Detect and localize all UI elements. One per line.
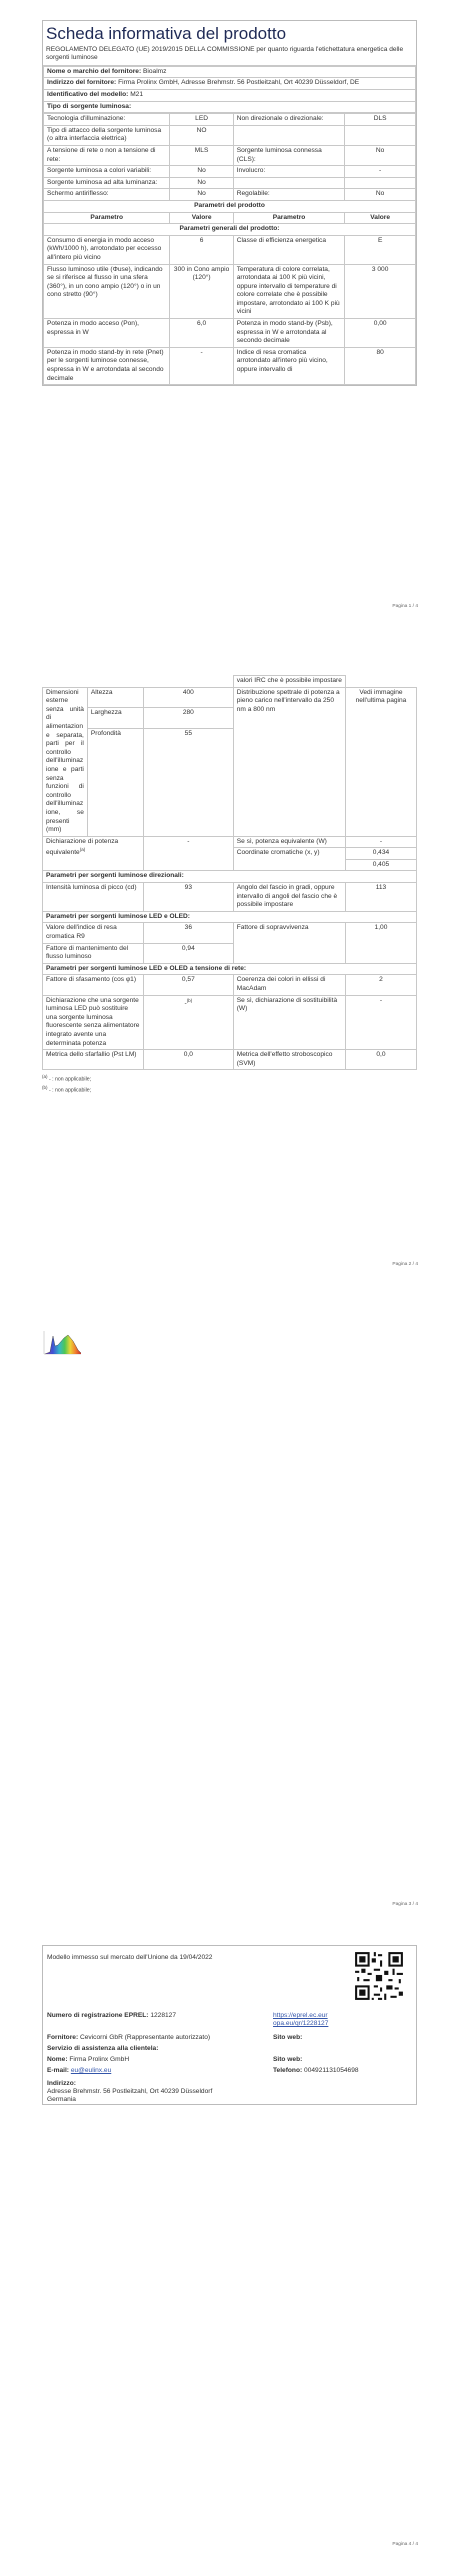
page-2 — [0, 640, 452, 1280]
trademark-label: Nome o marchio del fornitore: — [47, 67, 142, 75]
row-label: Coerenza dei colori in ellissi di MacAdam — [233, 975, 345, 995]
row-label: Non direzionale o direzionale: — [233, 114, 345, 126]
website-label: Sito web: — [273, 2034, 303, 2041]
dim-name: Altezza — [87, 687, 143, 708]
row-label — [233, 177, 345, 189]
row-value — [345, 125, 416, 145]
row-value: No — [170, 166, 233, 178]
eprel-value: 1228127 — [150, 2012, 177, 2019]
name-label: Nome: — [47, 2056, 68, 2063]
row-label: Schermo antiriflesso: — [44, 189, 170, 201]
row-value: 0,0 — [345, 1050, 416, 1070]
row-value: 1,00 — [345, 923, 416, 963]
regulation-subtitle: REGOLAMENTO DELEGATO (UE) 2019/2015 DELLA COMMISSIONE per quanto riguarda l'etichettatura energetica delle sorgenti luminose — [43, 44, 416, 66]
row-value: - — [184, 999, 187, 1007]
table-row — [44, 177, 416, 189]
row-label: Temperatura di colore correlata, arrotondata ai 100 K più vicini, oppure intervallo di temperature di colore correlate che è possibile impostare, arrotondato ai 100 K più vicini — [233, 264, 345, 319]
page-4-frame — [42, 1945, 417, 2105]
continued-cell: valori IRC che è possibile impostare — [233, 676, 345, 688]
dim-value: 280 — [143, 708, 233, 729]
website-label: Sito web: — [273, 2056, 303, 2063]
row-value: - — [345, 166, 416, 178]
dimensions-table — [42, 675, 417, 1070]
table-header-row — [44, 212, 416, 224]
row-label: Tecnologia d'illuminazione: — [44, 114, 170, 126]
table-row — [44, 125, 416, 145]
dim-name: Larghezza — [87, 708, 143, 729]
chroma-x: 0,434 — [345, 848, 416, 860]
table-row — [43, 995, 417, 1050]
row-label: Potenza in modo stand-by in rete (Pnet) per le sorgenti luminose connesse, espressa in W e arrotondata al secondo decimale — [44, 347, 170, 384]
row-label: Potenza in modo stand-by (Psb), espressa in W e arrotondata al secondo decimale — [233, 319, 345, 348]
chroma-label: Coordinate cromatiche (x, y) — [233, 848, 345, 871]
dim-name: Profondità — [87, 728, 143, 836]
row-label: Se sì, dichiarazione di sostituibilità (W) — [233, 995, 345, 1050]
row-value: 0,57 — [143, 975, 233, 995]
equiv-label: Dichiarazione di potenza equivalente — [46, 837, 119, 857]
page-number: Pagina 1 / 4 — [392, 604, 418, 609]
row-label: Sorgente luminosa ad alta luminanza: — [44, 177, 170, 189]
footnote-marker: (a) — [42, 1074, 48, 1080]
trademark-value: Bioalmz — [143, 67, 167, 75]
footnotes — [42, 1073, 417, 1094]
page-1-frame — [42, 20, 417, 386]
row-value: 80 — [345, 347, 416, 384]
row-value: DLS — [345, 114, 416, 126]
supplier-label: Fornitore: — [47, 2034, 79, 2041]
light-source-table — [43, 113, 416, 385]
row-label: Flusso luminoso utile (Φuse), indicando se si riferisce al flusso in una sfera (360°), in un cono ampio (120°) o in un cono stretto (90°) — [44, 264, 170, 319]
dim-value: 55 — [143, 728, 233, 836]
table-row — [44, 319, 416, 348]
page-2-frame — [42, 675, 417, 1095]
row-label: Angolo del fascio in gradi, oppure intervallo di angoli del fascio che è possibile impostare — [233, 883, 345, 912]
table-row — [43, 975, 417, 995]
supplier-address-value: Firma Prolinx GmbH, Adresse Brehmstr. 56 Postleitzahl, Ort 40239 Düsseldorf, DE — [118, 79, 360, 87]
row-label: Regolabile: — [233, 189, 345, 201]
page-number: Pagina 4 / 4 — [392, 2542, 418, 2547]
row-value: - — [345, 995, 416, 1050]
page-4 — [0, 1920, 452, 2560]
table-row — [44, 114, 416, 126]
row-label: Sorgente luminosa connessa (CLS): — [233, 145, 345, 165]
row-value: 6 — [170, 235, 233, 264]
table-row — [44, 145, 416, 165]
row-label: Involucro: — [233, 166, 345, 178]
equiv-value: - — [143, 836, 233, 871]
page-title: Scheda informativa del prodotto — [46, 24, 287, 43]
email-label: E-mail: — [47, 2067, 69, 2074]
equiv-w-value: - — [345, 836, 416, 848]
row-value: 113 — [345, 883, 416, 912]
row-value: No — [345, 145, 416, 165]
spectral-label: Distribuzione spettrale di potenza a pieno carico nell'intervallo da 250 nm a 800 nm — [233, 687, 345, 836]
row-value: LED — [170, 114, 233, 126]
name-value: Firma Prolinx GmbH — [69, 2056, 130, 2063]
phone-value: 004921131054698 — [304, 2067, 359, 2074]
email-link[interactable]: eu@eulinx.eu — [70, 2067, 112, 2074]
footnote-marker: (b) — [42, 1085, 48, 1091]
row-label: Classe di efficienza energetica — [233, 235, 345, 264]
table-row — [44, 347, 416, 384]
row-value: No — [170, 177, 233, 189]
row-label: Intensità luminosa di picco (cd) — [43, 883, 144, 912]
address-label: Indirizzo: — [47, 2080, 76, 2087]
row-value: 3 000 — [345, 264, 416, 319]
page-1 — [0, 0, 452, 640]
table-row — [43, 923, 417, 943]
page-3 — [0, 1280, 452, 1920]
row-value: 2 — [345, 975, 416, 995]
row-value: 0,0 — [143, 1050, 233, 1070]
table-row — [44, 264, 416, 319]
column-header: Valore — [345, 212, 416, 224]
row-label: Potenza in modo acceso (Pon), espressa in W — [44, 319, 170, 348]
light-source-type-label: Tipo di sorgente luminosa: — [44, 101, 416, 113]
row-label: Dichiarazione che una sorgente luminosa LED può sostituire una sorgente luminosa fluorescente senza alimentatore integrato avente una determinata potenza — [43, 995, 144, 1050]
row-value: NO — [170, 125, 233, 145]
dimensions-label: Dimensioni esterne senza unità di alimentazione separata, parti per il controllo dell'illuminazione e parti senza funzioni di controllo dell'illuminazione, se presenti (mm) — [43, 687, 88, 836]
phone-label: Telefono: — [273, 2067, 303, 2074]
column-header: Parametro — [233, 212, 345, 224]
row-label: Sorgente luminosa a colori variabili: — [44, 166, 170, 178]
eprel-label: Numero di registrazione EPREL: — [47, 2012, 149, 2019]
eprel-link[interactable]: https://eprel.ec.europa.eu/qr/1228127 — [273, 2012, 329, 2028]
row-value: E — [345, 235, 416, 264]
model-value: M21 — [130, 91, 144, 98]
page-number: Pagina 2 / 4 — [392, 1262, 418, 1267]
supplier-table — [43, 66, 416, 113]
market-date: Modello immesso sul mercato dell'Unione da 19/04/2022 — [47, 1954, 213, 1961]
customer-service-label: Servizio di assistenza alla clientela: — [47, 2045, 159, 2052]
page-number: Pagina 3 / 4 — [392, 1902, 418, 1907]
table-row — [43, 1050, 417, 1070]
row-label: Tipo di attacco della sorgente luminosa (o altra interfaccia elettrica) — [44, 125, 170, 145]
section-title-led: Parametri per sorgenti luminose LED e OLED: — [43, 911, 417, 923]
supplier-value: Cevicorni GbR (Rappresentante autorizzato) — [79, 2034, 211, 2041]
table-row — [44, 235, 416, 264]
row-value: No — [345, 189, 416, 201]
row-value: No — [170, 189, 233, 201]
section-title-product-params: Parametri del prodotto — [44, 200, 416, 212]
table-row — [44, 166, 416, 178]
row-label — [233, 125, 345, 145]
row-label: Indice di resa cromatica arrotondato all'intero più vicino, oppure intervallo di — [233, 347, 345, 384]
row-value: 93 — [143, 883, 233, 912]
row-value — [345, 177, 416, 189]
row-label: A tensione di rete o non a tensione di rete: — [44, 145, 170, 165]
row-label: Fattore di sfasamento (cos φ1) — [43, 975, 144, 995]
section-title-directional: Parametri per sorgenti luminose direzionali: — [43, 871, 417, 883]
model-label: Identificativo del modello: — [47, 91, 129, 98]
row-label: Metrica dello sfarfallio (Pst LM) — [43, 1050, 144, 1070]
footnote-a: - : non applicabile; — [48, 1077, 92, 1084]
row-value: 0,94 — [143, 943, 233, 963]
table-row — [44, 189, 416, 201]
row-value: 300 in Cono ampio (120°) — [170, 264, 233, 319]
address-value: Adresse Brehmstr. 56 Postleitzahl, Ort 40239 Düsseldorf Germania — [47, 2088, 213, 2104]
row-value: 0,00 — [345, 319, 416, 348]
section-title-general: Parametri generali del prodotto: — [44, 224, 416, 236]
spectral-value: Vedi immagine nell'ultima pagina — [345, 687, 416, 836]
qr-code — [353, 1950, 405, 2002]
row-value: MLS — [170, 145, 233, 165]
table-row — [43, 883, 417, 912]
dim-value: 400 — [143, 687, 233, 708]
row-label: Valore dell'indice di resa cromatica R9 — [43, 923, 144, 943]
row-label: Fattore di sopravvivenza — [233, 923, 345, 963]
footnote-ref: (b) — [186, 997, 193, 1003]
column-header: Parametro — [44, 212, 170, 224]
equiv-w-label: Se sì, potenza equivalente (W) — [233, 836, 345, 848]
column-header: Valore — [170, 212, 233, 224]
section-title-mains: Parametri per sorgenti luminose LED e OLED a tensione di rete: — [43, 963, 417, 975]
spectral-distribution-graph — [42, 1330, 82, 1356]
row-value: 36 — [143, 923, 233, 943]
footnote-ref: (a) — [79, 847, 86, 853]
row-label: Fattore di mantenimento del flusso luminoso — [43, 943, 144, 963]
supplier-address-label: Indirizzo del fornitore: — [47, 79, 117, 87]
row-value: 6,0 — [170, 319, 233, 348]
chroma-y: 0,405 — [345, 859, 416, 871]
row-label: Consumo di energia in modo acceso (kWh/1000 h), arrotondato per eccesso all'intero più vicino — [44, 235, 170, 264]
footnote-b: - : non applicabile; — [48, 1087, 92, 1094]
row-value: - — [170, 347, 233, 384]
row-label: Metrica dell'effetto stroboscopico (SVM) — [233, 1050, 345, 1070]
